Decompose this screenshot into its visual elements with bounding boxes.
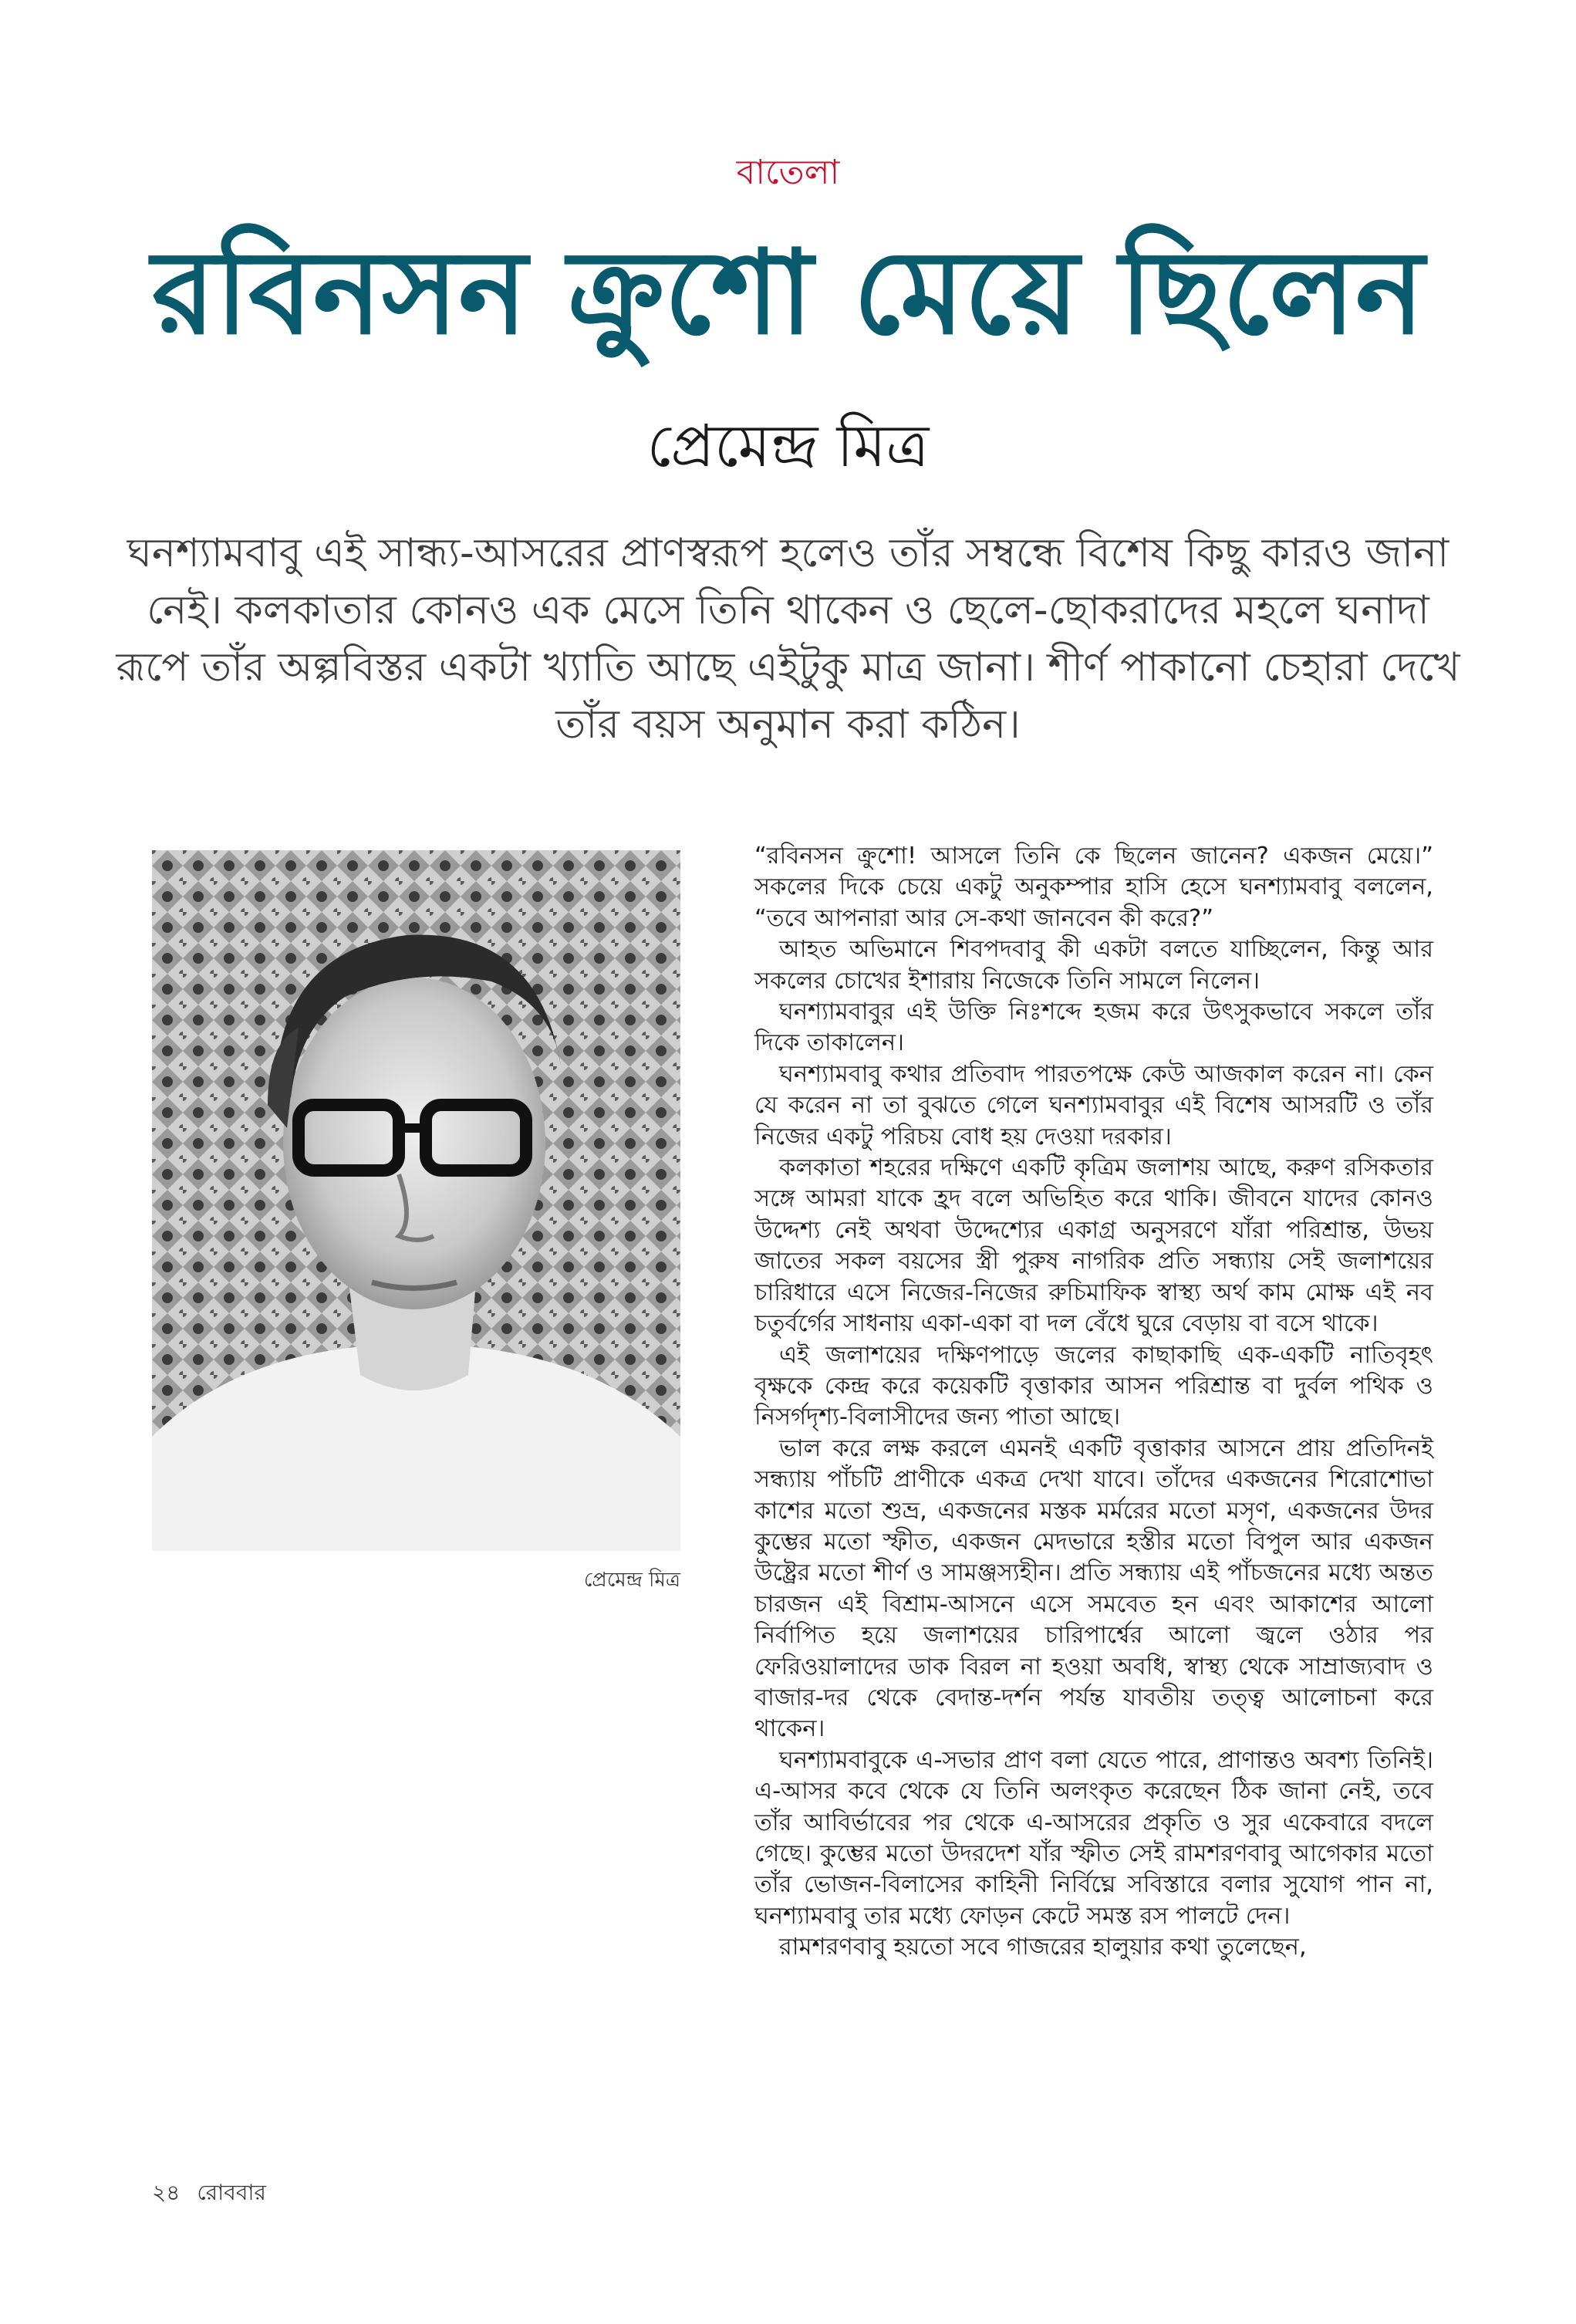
body-paragraph: রামশরণবাবু হয়তো সবে গাজরের হালুয়ার কথা তুলেছেন, (779, 1934, 1307, 1961)
body-paragraph: কলকাতা শহরের দক্ষিণে একটি কৃত্রিম জলাশয় আছে, করুণ রসিকতার সঙ্গে আমরা যাকে হ্রদ বলে অভিহিত করে থাকি। জীবনে যাদের কোনও উদ্দেশ্য নেই অথবা উদ্দেশ্যের একাগ্র অনুসরণে যাঁরা পরিশ্রান্ত, উভয় জাতের সকল বয়সের স্ত্রী পুরুষ নাগরিক প্রতি সন্ধ্যায় সেই জলাশয়ের চারিধারে এসে নিজের-নিজের রুচিমাফিক স্বাস্থ্য অর্থ কাম মোক্ষ এই নব চতুর্বর্গের সাধনায় একা-একা বা দল বেঁধে ঘুরে বেড়ায় বা বসে থাকে। (754, 1154, 1433, 1338)
body-paragraph: “রবিনসন ক্রুশো! আসলে তিনি কে ছিলেন জানেন? একজন মেয়ে।” সকলের দিকে চেয়ে একটু অনুকম্পার হাসি হেসে ঘনশ্যামবাবু বললেন, “তবে আপনারা আর সে-কথা জানবেন কী করে?” (754, 843, 1433, 932)
body-paragraph: ভাল করে লক্ষ করলে এমনই একটি বৃত্তাকার আসনে প্রায় প্রতিদিনই সন্ধ্যায় পাঁচটি প্রাণীকে একত্র দেখা যাবে। তাঁদের একজনের শিরোশোভা কাশের মতো শুভ্র, একজনের মস্তক মর্মরের মতো মসৃণ, একজনের উদর কুম্ভের মতো স্ফীত, একজন মেদভারে হস্তীর মতো বিপুল আর একজন উষ্ট্রের মতো শীর্ণ ও সামঞ্জস্যহীন। প্রতি সন্ধ্যায় এই পাঁচজনের মধ্যে অন্তত চারজন এই বিশ্রাম-আসনে এসে সমবেত হন এবং আকাশের আলো নির্বাপিত হয়ে জলাশয়ের চারিপার্শ্বের আলো জ্বলে ওঠার পর ফেরিওয়ালাদের ডাক বিরল না হওয়া অবধি, স্বাস্থ্য থেকে সাম্রাজ্যবাদ ও বাজার-দর থেকে বেদান্ত-দর্শন পর্যন্ত যাবতীয় তত্ত্ব আলোচনা করে থাকেন। (754, 1434, 1433, 1743)
body-paragraph: ঘনশ্যামবাবুকে এ-সভার প্রাণ বলা যেতে পারে, প্রাণান্তও অবশ্য তিনিই। এ-আসর কবে থেকে যে তিনি অলংকৃত করেছেন ঠিক জানা নেই, তবে তাঁর আবির্ভাবের পর থেকে এ-আসরের প্রকৃতি ও সুর একেবারে বদলে গেছে। কুম্ভের মতো উদরদেশ যাঁর স্ফীত সেই রামশরণবাবু আগেকার মতো তাঁর ভোজন-বিলাসের কাহিনী নির্বিঘ্নে সবিস্তারে বলার সুযোগ পান না, ঘনশ্যামবাবু তার মধ্যে ফোড়ন কেটে সমস্ত রস পালটে দেন। (754, 1746, 1433, 1930)
intro-paragraph: ঘনশ্যামবাবু এই সান্ধ্য-আসরের প্রাণস্বরূপ হলেও তাঁর সম্বন্ধে বিশেষ কিছু কারও জানা নেই। কলকাতার কোনও এক মেসে তিনি থাকেন ও ছেলে-ছোকরাদের মহলে ঘনাদা রূপে তাঁর অল্পবিস্তর একটা খ্যাতি আছে এইটুকু মাত্র জানা। শীর্ণ পাকানো চেহারা দেখে তাঁর বয়স অনুমান করা কঠিন। (116, 530, 1460, 748)
page-footer (152, 2177, 283, 2208)
body-paragraph: ঘনশ্যামবাবুর এই উক্তি নিঃশব্দে হজম করে উৎসুকভাবে সকলে তাঁর দিকে তাকালেন। (754, 998, 1433, 1057)
article-title: রবিনসন ক্রুশো মেয়ে ছিলেন (151, 226, 1425, 360)
page-number: ২৪ (152, 2180, 181, 2205)
body-paragraph: আহত অভিমানে শিবপদবাবু কী একটা বলতে যাচ্ছিলেন, কিন্তু আর সকলের চোখের ইশারায় নিজেকে তিনি সামলে নিলেন। (754, 936, 1433, 995)
section-label: বাতেলা (736, 153, 840, 192)
magazine-name: রোববার (197, 2180, 266, 2205)
author-name: প্রেমেন্দ্র মিত্র (646, 411, 930, 480)
article-body (754, 841, 1433, 1964)
body-paragraph: ঘনশ্যামবাবু কথার প্রতিবাদ পারতপক্ষে কেউ আজকাল করেন না। কেন যে করেন না তা বুঝতে গেলে ঘনশ্যামবাবুর এই বিশেষ আসরটি ও তাঁর নিজের একটু পরিচয় বোধ হয় দেওয়া দরকার। (754, 1060, 1433, 1150)
photo-caption: প্রেমেন্দ্র মিত্র (583, 1569, 680, 1592)
body-paragraph: এই জলাশয়ের দক্ষিণপাড়ে জলের কাছাকাছি এক-একটি নাতিবৃহৎ বৃক্ষকে কেন্দ্র করে কয়েকটি বৃত্তাকার আসন পরিশ্রান্ত বা দুর্বল পথিক ও নিসর্গদৃশ্য-বিলাসীদের জন্য পাতা আছে। (754, 1341, 1433, 1431)
author-photo (152, 850, 680, 1551)
